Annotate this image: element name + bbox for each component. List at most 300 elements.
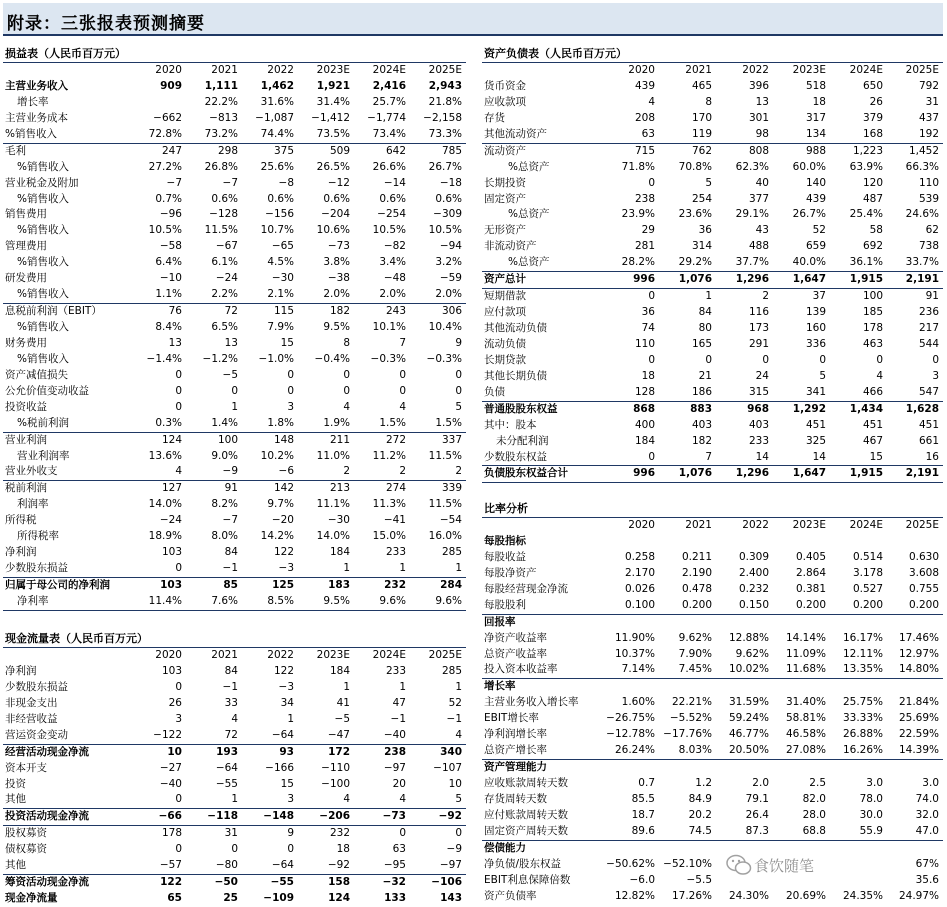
table-row (3, 712, 466, 728)
value-cell: 36 (698, 224, 712, 237)
value-cell: 7.14% (602, 662, 659, 678)
value-cell: −30 (271, 272, 294, 285)
row-label: 非现金支出 (5, 696, 58, 709)
value-cell: 3.0 (922, 777, 939, 789)
value-cell: 487 (862, 192, 883, 205)
value-cell: 72 (186, 728, 242, 744)
value-cell: 37.7% (716, 255, 773, 271)
table-row (482, 289, 943, 305)
row-label: 资产总计 (482, 272, 602, 289)
value-cell: 18 (641, 369, 655, 382)
value-cell: 1,434 (849, 402, 883, 415)
value-cell: 27.08% (773, 743, 830, 759)
value-cell: −24 (159, 514, 182, 527)
value-cell: 4 (354, 792, 410, 808)
value-cell: 488 (748, 240, 769, 253)
table-row (482, 176, 943, 192)
value-cell: 2 (762, 290, 769, 303)
row-label: 债权募资 (5, 843, 47, 856)
income-statement-table (3, 63, 466, 611)
value-cell: 160 (805, 322, 826, 334)
value-cell: 7.9% (267, 321, 294, 333)
value-cell: 14 (716, 450, 773, 466)
value-cell: 1.1% (144, 287, 186, 303)
value-cell: 26 (168, 696, 182, 709)
year-header-cell: 2025E (428, 649, 462, 661)
value-cell: 85.5 (631, 792, 655, 805)
table-row (3, 777, 466, 793)
value-cell: 26.6% (372, 160, 406, 173)
value-cell: 2 (298, 464, 354, 480)
year-header-cell: 2023E (316, 64, 350, 76)
value-cell: 16.0% (428, 530, 462, 543)
table-row (482, 631, 943, 647)
value-cell: 1,915 (830, 272, 887, 289)
value-cell: 15 (830, 450, 887, 466)
value-cell: −50.62% (606, 857, 655, 870)
value-cell: 168 (830, 127, 887, 143)
value-cell (773, 760, 830, 776)
value-cell: 52 (812, 224, 826, 237)
value-cell: 0 (175, 680, 182, 693)
value-cell: 100 (217, 433, 238, 446)
value-cell: 4 (648, 95, 655, 108)
value-cell: 71.8% (621, 160, 655, 173)
value-cell: −109 (263, 892, 294, 905)
value-cell: 82.0 (802, 792, 826, 805)
value-cell: −0.3% (426, 352, 462, 365)
value-cell: 127 (161, 482, 182, 495)
value-cell: −54 (439, 514, 462, 527)
value-cell: 0 (876, 353, 883, 366)
value-cell: 463 (862, 337, 883, 350)
value-cell: 14.2% (260, 530, 294, 543)
table-row (3, 680, 466, 696)
value-cell (773, 614, 830, 630)
value-cell: 315 (716, 385, 773, 401)
value-cell: 233 (385, 664, 406, 677)
value-cell: 1.60% (621, 696, 655, 709)
year-header-cell: 2020 (155, 649, 182, 661)
value-cell: 25.69% (898, 712, 939, 725)
value-cell: 62.3% (735, 160, 769, 173)
table-row (3, 192, 466, 208)
row-label: 管理费用 (5, 240, 47, 253)
row-label: 每股收益 (484, 550, 526, 563)
value-cell: 9.5% (298, 594, 354, 610)
value-cell: 274 (385, 482, 406, 495)
value-cell: 134 (773, 127, 830, 143)
value-cell: 9.62% (678, 631, 712, 644)
value-cell: 58.81% (785, 712, 826, 725)
value-cell: 58 (869, 224, 883, 237)
value-cell (602, 679, 659, 695)
value-cell: 26 (869, 95, 883, 108)
value-cell: 1.5% (410, 416, 466, 432)
table-row (482, 647, 943, 663)
row-label: 所得税 (5, 514, 37, 527)
value-cell: 1 (705, 290, 712, 303)
value-cell: 339 (441, 482, 462, 495)
value-cell: 13 (224, 336, 238, 349)
row-label: 投资活动现金净流 (3, 809, 144, 826)
table-row (3, 481, 466, 497)
value-cell: 9.6% (410, 594, 466, 610)
value-cell: 1 (287, 712, 294, 725)
value-cell: 17.26% (671, 889, 712, 902)
year-header-cell: 2022 (742, 519, 769, 531)
value-cell: 762 (691, 144, 712, 157)
value-cell: 15 (280, 777, 294, 790)
value-cell: 185 (862, 306, 883, 319)
value-cell: 0.6% (379, 192, 406, 205)
value-cell: 26.4 (745, 808, 769, 821)
value-cell: −20 (271, 514, 294, 527)
value-cell: 465 (691, 79, 712, 92)
value-cell: −100 (321, 777, 350, 790)
value-cell: 1,452 (908, 144, 939, 157)
row-label: %销售收入 (17, 256, 69, 269)
value-cell: 11.90% (614, 631, 655, 644)
value-cell: 66.3% (905, 160, 939, 173)
row-label: %总资产 (482, 255, 602, 271)
row-label: 应付账款周转天数 (484, 808, 568, 821)
value-cell: −204 (321, 208, 350, 221)
value-cell: 996 (602, 466, 659, 483)
header-blank-cell (482, 63, 602, 79)
value-cell: 1,647 (773, 272, 830, 289)
value-cell (830, 534, 887, 550)
year-header-cell: 2021 (211, 649, 238, 661)
watermark (708, 853, 908, 877)
value-cell: 0 (932, 353, 939, 366)
row-label: %税前利润 (3, 416, 144, 432)
value-cell: 0 (343, 384, 350, 397)
value-cell: 1,647 (773, 466, 830, 483)
value-cell: 281 (634, 240, 655, 253)
value-cell: −24 (215, 272, 238, 285)
value-cell: 243 (385, 305, 406, 318)
value-cell: −3 (278, 680, 294, 693)
row-label: 其他流动负债 (484, 322, 547, 334)
value-cell: 883 (690, 402, 712, 415)
row-label: 经营活动现金净流 (5, 745, 89, 758)
value-cell: −32 (382, 876, 406, 889)
table-row (482, 192, 943, 208)
value-cell: 18 (336, 843, 350, 856)
value-cell: 33 (224, 696, 238, 709)
table-row (3, 384, 466, 400)
value-cell: 34 (280, 696, 294, 709)
value-cell: 52 (448, 696, 462, 709)
value-cell: 0.232 (738, 582, 769, 595)
table-row (3, 320, 466, 336)
value-cell: 9.0% (211, 449, 238, 462)
table-row (482, 255, 943, 271)
table-row (482, 534, 943, 550)
value-cell: 10.1% (372, 321, 406, 333)
value-cell: 98 (716, 127, 773, 143)
value-cell: 29.1% (735, 208, 769, 221)
value-cell: 996 (602, 272, 659, 289)
value-cell: 23.9% (621, 208, 655, 221)
table-row (3, 416, 466, 432)
value-cell: 178 (862, 322, 883, 334)
value-cell: 13.6% (148, 449, 182, 462)
year-header-cell: 2025E (905, 64, 939, 76)
year-header-cell: 2021 (685, 64, 712, 76)
value-cell: 24 (755, 369, 769, 382)
value-cell: −107 (433, 761, 462, 774)
value-cell: 2,943 (428, 79, 462, 92)
table-row (482, 711, 943, 727)
value-cell: 247 (161, 144, 182, 157)
value-cell: −1,087 (255, 111, 294, 124)
table-row (3, 696, 466, 712)
value-cell: 0 (287, 384, 294, 397)
value-cell: 178 (161, 827, 182, 840)
value-cell: 0.7 (638, 777, 655, 789)
table-row (482, 143, 943, 159)
value-cell: 172 (328, 745, 350, 758)
value-cell: 3 (287, 400, 294, 413)
value-cell: −0.4% (314, 352, 350, 365)
balance-year-header-row (482, 63, 943, 79)
row-label: 回报率 (484, 615, 516, 628)
value-cell: 16.17% (842, 631, 883, 644)
value-cell: 84 (224, 546, 238, 559)
value-cell: 33.33% (842, 712, 883, 725)
value-cell: 32.0 (915, 808, 939, 821)
value-cell: 233 (748, 434, 769, 447)
value-cell: 808 (748, 144, 769, 157)
cashflow-statement-table (3, 648, 466, 907)
value-cell: 31.4% (316, 95, 350, 108)
row-label: 资产管理能力 (484, 761, 547, 774)
value-cell: 76 (168, 305, 182, 318)
value-cell: 91 (925, 290, 939, 303)
header-blank-cell (482, 518, 602, 534)
value-cell: 0.755 (908, 582, 939, 595)
value-cell: 184 (329, 546, 350, 559)
value-cell (887, 679, 943, 695)
value-cell: −12 (327, 176, 350, 189)
value-cell: 73.3% (410, 127, 466, 143)
row-label: 毛利 (5, 144, 26, 157)
value-cell: 0.405 (795, 550, 826, 563)
value-cell: −662 (153, 111, 182, 124)
value-cell: 1 (410, 561, 466, 577)
value-cell: 9 (287, 827, 294, 840)
row-label: 总资产增长率 (482, 743, 602, 759)
value-cell: 193 (216, 745, 238, 758)
value-cell: 74.4% (242, 127, 298, 143)
row-label: 少数股东损益 (3, 561, 144, 577)
value-cell: 14.0% (316, 530, 350, 543)
row-label: 投资收益 (5, 400, 47, 413)
value-cell: 116 (748, 306, 769, 319)
value-cell: 692 (862, 240, 883, 253)
table-row (482, 598, 943, 614)
value-cell: 661 (918, 434, 939, 447)
value-cell: 217 (918, 322, 939, 334)
year-header-cell: 2022 (267, 649, 294, 661)
value-cell: 7 (659, 450, 716, 466)
value-cell: 10.5% (372, 224, 406, 237)
table-row (3, 432, 466, 448)
value-cell: 73.4% (354, 127, 410, 143)
value-cell: 0.6% (267, 192, 294, 205)
value-cell: −110 (321, 761, 350, 774)
value-cell: 232 (384, 579, 406, 591)
table-row (3, 287, 466, 303)
value-cell: 306 (441, 305, 462, 318)
value-cell: 14.14% (785, 631, 826, 644)
value-cell: 6.4% (155, 256, 182, 269)
value-cell: 84 (698, 306, 712, 319)
value-cell: 3.2% (435, 256, 462, 269)
value-cell: 467 (862, 434, 883, 447)
table-row (482, 582, 943, 598)
table-row (3, 111, 466, 127)
value-cell: 2.170 (624, 566, 655, 579)
value-cell: −5.5 (686, 873, 712, 886)
row-label: 净利润 (5, 546, 37, 559)
value-cell: 4 (876, 369, 883, 382)
value-cell: 403 (691, 418, 712, 431)
value-cell: 18 (812, 95, 826, 108)
row-label: 固定资产 (484, 192, 526, 205)
value-cell: 1.2 (695, 777, 712, 789)
value-cell: 6.1% (211, 256, 238, 269)
value-cell: 20 (392, 777, 406, 790)
value-cell: −82 (383, 240, 406, 253)
value-cell: −309 (433, 208, 462, 221)
row-label: %销售收入 (17, 352, 69, 365)
row-label: 应收款项 (484, 95, 526, 108)
value-cell (887, 760, 943, 776)
row-label: 归属于母公司的净利润 (5, 579, 110, 591)
row-label: %销售收入 (17, 224, 69, 237)
value-cell: 238 (634, 192, 655, 205)
value-cell: 5 (705, 176, 712, 189)
value-cell: 120 (862, 176, 883, 189)
value-cell: 518 (805, 79, 826, 92)
value-cell: 100 (862, 290, 883, 303)
value-cell: −67 (215, 240, 238, 253)
row-label: 营业利润 (5, 433, 47, 446)
value-cell: 91 (224, 482, 238, 495)
value-cell: 133 (384, 892, 406, 905)
table-row (3, 826, 466, 842)
value-cell (773, 534, 830, 550)
table-row (482, 889, 943, 905)
row-label: 固定资产周转天数 (482, 824, 602, 840)
value-cell: −64 (242, 858, 298, 874)
value-cell: 21.84% (898, 696, 939, 709)
table-row (3, 449, 466, 465)
value-cell: 2.400 (738, 566, 769, 579)
value-cell: 4 (231, 712, 238, 725)
value-cell: 0.258 (624, 550, 655, 563)
value-cell: 509 (329, 144, 350, 157)
row-label: 净利率 (3, 594, 144, 610)
value-cell: 72 (224, 305, 238, 318)
value-cell: 659 (805, 240, 826, 253)
header-blank-cell (3, 648, 144, 664)
value-cell: 232 (329, 827, 350, 840)
row-label: 净利润增长率 (484, 728, 547, 741)
value-cell: 47.0 (887, 824, 943, 840)
table-row (3, 352, 466, 368)
page-title-bar (3, 3, 943, 36)
value-cell: 1.4% (186, 416, 242, 432)
value-cell: 0.381 (795, 582, 826, 595)
value-cell: 9.7% (267, 498, 294, 511)
value-cell: 314 (691, 240, 712, 253)
row-label: %总资产 (508, 160, 550, 173)
value-cell: 68.8 (773, 824, 830, 840)
value-cell: 1 (343, 680, 350, 693)
table-row (482, 695, 943, 711)
value-cell: 8.03% (659, 743, 716, 759)
value-cell: 1.9% (298, 416, 354, 432)
value-cell: −41 (383, 514, 406, 527)
value-cell: 28.0 (802, 808, 826, 821)
value-cell: 0.630 (908, 550, 939, 563)
value-cell: −206 (298, 809, 354, 826)
row-label: 偿债能力 (484, 841, 526, 854)
value-cell: −6.0 (629, 873, 655, 886)
value-cell: 0 (455, 368, 462, 381)
value-cell: 4 (144, 464, 186, 480)
row-label: 净资产收益率 (484, 631, 547, 644)
value-cell: 115 (273, 305, 294, 318)
value-cell: 11.5% (204, 224, 238, 237)
value-cell: 0.6% (435, 192, 462, 205)
value-cell: 0 (705, 353, 712, 366)
value-cell: −12.78% (606, 728, 655, 741)
value-cell: 21.8% (428, 95, 462, 108)
value-cell: 451 (805, 418, 826, 431)
year-header-cell: 2022 (742, 64, 769, 76)
value-cell: −55 (270, 876, 294, 889)
value-cell (716, 760, 773, 776)
value-cell: −55 (215, 777, 238, 790)
value-cell: 11.09% (785, 647, 826, 660)
row-label: 营业利润率 (17, 449, 70, 462)
row-label: 其他 (3, 792, 144, 808)
value-cell: 55.9 (830, 824, 887, 840)
value-cell: 238 (384, 745, 406, 758)
table-row (482, 385, 943, 401)
value-cell: −95 (354, 858, 410, 874)
value-cell: 988 (805, 144, 826, 157)
value-cell: 2,191 (887, 466, 943, 483)
value-cell (602, 534, 659, 550)
value-cell: 451 (918, 418, 939, 431)
table-row (482, 792, 943, 808)
value-cell: −2,158 (423, 111, 462, 124)
value-cell: 0.150 (716, 598, 773, 614)
value-cell: −1 (222, 680, 238, 693)
value-cell: 4.5% (267, 256, 294, 269)
value-cell: 22.2% (204, 95, 238, 108)
value-cell: 0 (287, 368, 294, 381)
value-cell: 1 (186, 792, 242, 808)
value-cell: 11.0% (316, 449, 350, 462)
value-cell: 0.7% (155, 192, 182, 205)
